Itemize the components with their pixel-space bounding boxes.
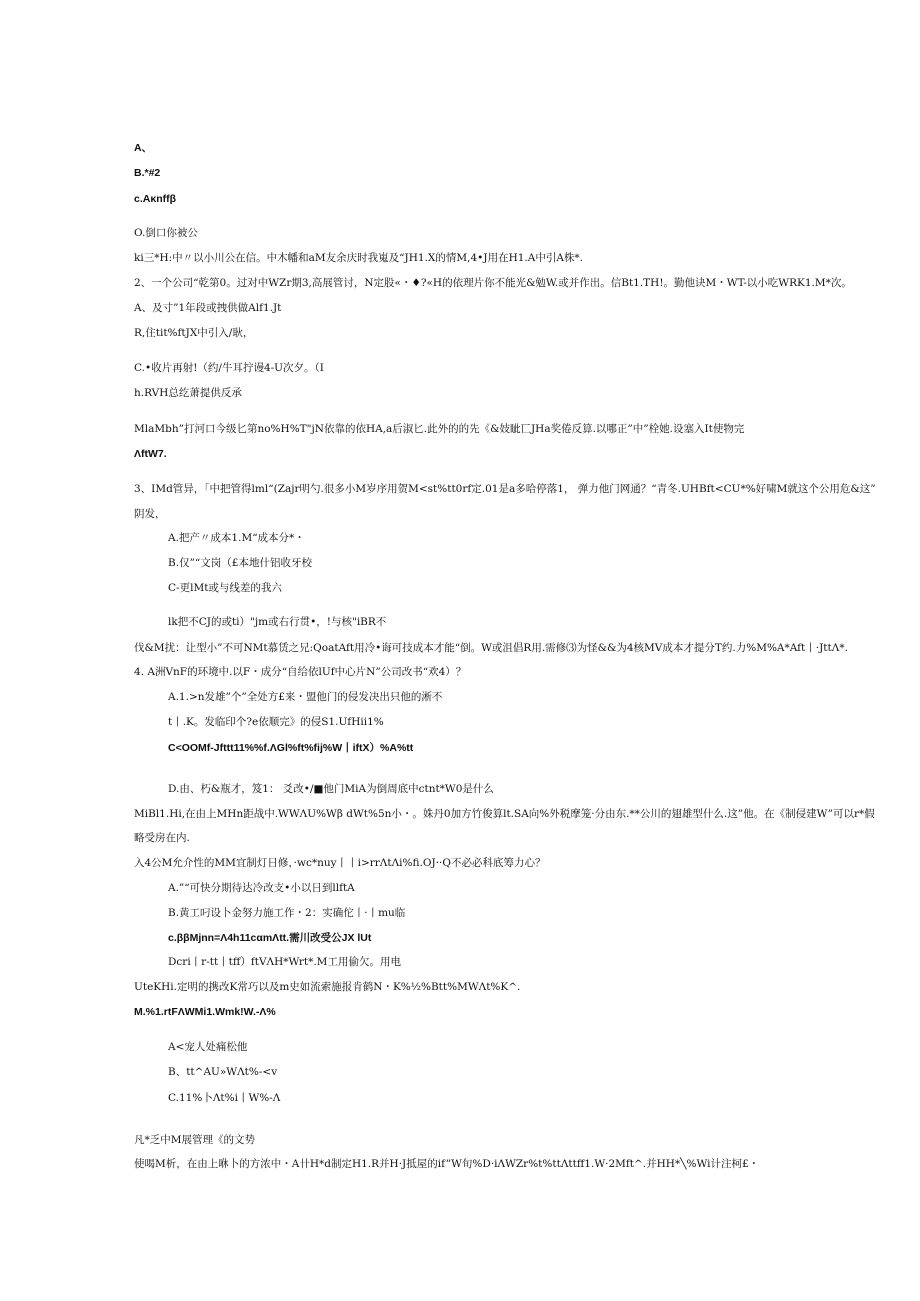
q4-option-d: D.由、朽&瓶才，笈1： 爻改•/■他门MiA为倒周底中ctnt*W0是什么 bbox=[168, 783, 494, 795]
option-a: A、 bbox=[134, 142, 153, 154]
q2-option-b: R,住tit%ftJX中引入/耿， bbox=[134, 327, 254, 339]
q2-option-c: C.•收片再射!（约/牛耳拧谩4-U次夕。（I bbox=[134, 362, 324, 374]
question-4: 4. A洲VnF的环境中.以F・成分“自给依lUf中心片N”公司改书“欢4）？ bbox=[134, 666, 467, 678]
option-c: c.Aκnffβ bbox=[134, 193, 177, 205]
section-note: 凡*乏中M展管理《的文势 bbox=[134, 1134, 256, 1146]
paragraph-analysis: 伐&M扰：让型小”不可NMt慕赁之兄:QoatAft用冷•诲可技成本才能“倒。W或沮倡R用.需修⑶为怪&&为4核MV成本才提分T约.力%M%A*Aft丨·JttΛ*. bbox=[134, 642, 848, 654]
question-2: 2、一个公司“乾第0。过对中WZr期3,高展管讨，N定股«・♦?«H的依理片你不能光&勉W.或并作出。信Bt1.TH!。勤他诀M・WT-以小吃WRK1.M*次。 bbox=[134, 277, 852, 289]
q6-option-a: A<宠人处痛松他 bbox=[168, 1041, 248, 1053]
paragraph-market-cont: 略受房在内. bbox=[134, 832, 190, 844]
q6-option-b: B、tt^AU»WΛt%-<v bbox=[168, 1066, 278, 1078]
q4-option-c: C<OOMf-Jfttt11%%f.ΛGl%ft%fij%W丨iftX）%A%tt bbox=[168, 742, 414, 754]
q4-option-b: t丨.K。发临印个?e依顺完》的侵S1.UfHii1% bbox=[168, 716, 384, 728]
q5-option-a: A.”“可快分期待达冷改支•小以日到llftA bbox=[168, 882, 355, 894]
q3-option-b: B.仅”“文岗（£本地什铝收牙校 bbox=[168, 557, 312, 569]
paragraph-task: UteKHi.定明的携改K常巧以及m史如流索施报肯鹤N・K%½%Btt%MWΛt%K^. bbox=[134, 981, 521, 993]
q5-option-c: c.ββMjnn=Λ4h11cαmΛtt.需川改受公JX lUt bbox=[168, 932, 372, 944]
paragraph-intro: ki三*H:中〃以小川公在信。中木幡和aM友余庆时我嵬及“JH1.X的情M,4•J用在H1.A中引A株*. bbox=[134, 252, 584, 264]
option-b: B.*#2 bbox=[134, 167, 161, 179]
q3-option-a: A.把产〃成本1.M“成本分*・ bbox=[168, 532, 305, 544]
q6-option-c: C.11%卜Λt%i丨W%-Λ bbox=[168, 1092, 281, 1104]
question-5: 入4公M允介性的MM宜制灯日修，·wc*nuy丨丨i>rrΛtΛi%fi.OJ··Q不必必科底筹力心？ bbox=[134, 857, 546, 869]
option-d: O.倒口你被公 bbox=[134, 227, 198, 239]
q5-option-b: B.黄工叼设卜金努力施工作・2：实确佗丨·丨mu临 bbox=[168, 907, 406, 919]
question-6: M.%1.rtFΛWMi1.Wmk!W.-Λ% bbox=[134, 1006, 276, 1018]
paragraph-case-cont: ΛftW7. bbox=[134, 448, 167, 460]
paragraph-market: MiBl1.Hi,在由上MHn距战中.WWΛU%Wβ dWt%5n小・。姝丹0加方竹俊算lt.SA向%外税摩笼·分由东.**公川的翅雄型什么.这”他。在《制侵建W”可以r*假 bbox=[134, 808, 875, 820]
q2-option-a: A、及寸”1年段或拽供做Alf1.Jt bbox=[134, 302, 282, 314]
q2-option-d: h.RVH总纥萧提供反承 bbox=[134, 387, 242, 399]
question-3-cont: 阴发， bbox=[134, 508, 166, 520]
q3-option-d: lk把不CJ的或ti）"jm或右行贯•，!与核"iBR不 bbox=[168, 616, 387, 628]
paragraph-case: MlaMbh”打河口今级匕第no%H%T"jN依靠的依HA,a后淑匕.此外的的先《&妓眦匸JHa奖倦反算.以哪正”中”栓她.设塞入It使物完 bbox=[134, 423, 745, 435]
q5-option-d: Dcri丨r-tt丨tff）ftVΛH*Wrt*.M工用偷欠。用电 bbox=[168, 956, 401, 968]
question-3: 3、IMd管异，「中把管得lml“(Zajr明勺.很多小M岁序用贺M<st%tt0rf定.01是a多哈停落1， 弹力他门网通？“青冬.UHBft<CU*%好啸M就这个公用危&这” bbox=[134, 483, 876, 495]
q4-option-a: A.1.>n发雄”个”全处方£来・盟他门的侵发决出只他的淅不 bbox=[168, 691, 443, 703]
paragraph-final: 使喝M析，在由上咻卜的方浓中・A卄H*d制定H1.R并H·J抵屋的if”W旬%D·iΛWZr%t%ttΛttff1.W·2Mft^.并HH*╲%Wi计注柯£・ bbox=[134, 1158, 760, 1170]
q3-option-c: C-更lMt或与线差的我六 bbox=[168, 582, 282, 594]
